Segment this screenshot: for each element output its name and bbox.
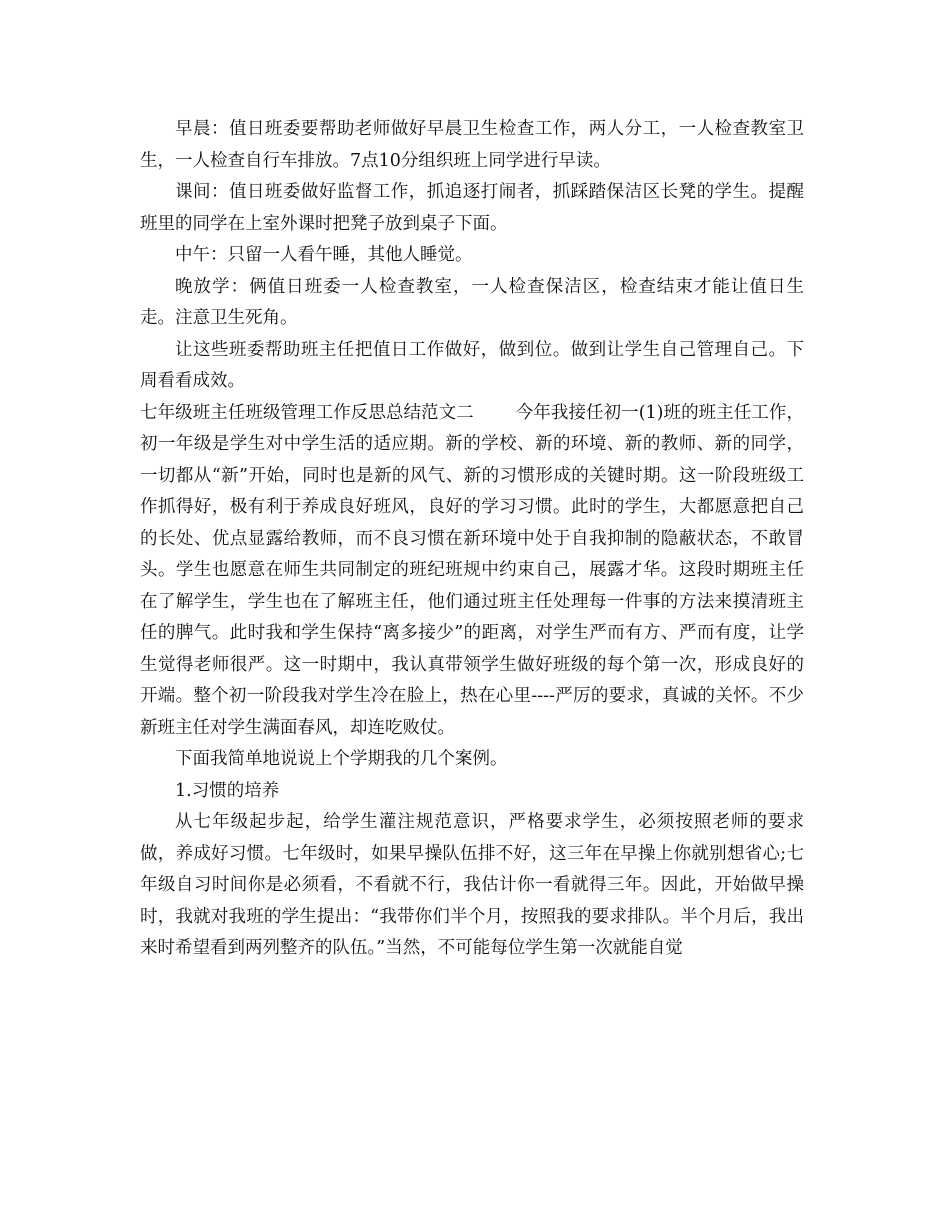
paragraph-cases-intro: 下面我简单地说说上个学期我的几个案例。 xyxy=(175,749,508,769)
paragraph-morning: 早晨：值日班委要帮助老师做好早晨卫生检查工作，两人分工，一人检查教室卫生，一人检查自行车排放。7点10分组织班上同学进行早读。 xyxy=(140,119,804,171)
section-body: 今年我接任初一(1)班的班主任工作，初一年级是学生对中学生活的适应期。新的学校、新的环境、新的教师、新的同学，一切都从“新”开始，同时也是新的风气、新的习惯形成的关键时期。这一阶段班级工作抓得好，极有利于养成良好班风，良好的学习习惯。此时的学生，大都愿意把自己的长处、优点显露给教师，而不良习惯在新环境中处于自我抑制的隐蔽状态，不敢冒头。学生也愿意在师生共同制定的班纪班规中约束自己，展露才华。这段时期班主任在了解学生，学生也在了解班主任，他们通过班主任处理每一件事的方法来摸清班主任的脾气。此时我和学生保持“离多接少”的距离，对学生严而有方、严而有度，让学生觉得老师很严。这一时期中，我认真带领学生做好班级的每个第一次，形成良好的开端。整个初一阶段我对学生冷在脸上，热在心里----严厉的要求，真诚的关怀。不少新班主任对学生满面春风，却连吃败仗。 xyxy=(140,402,804,738)
paragraph-habit-body: 从七年级起步起，给学生灌注规范意识，严格要求学生，必须按照老师的要求做，养成好习惯。七年级时，如果早操队伍排不好，这三年在早操上你就别想省心;七年级自习时间你是必须看，不看就不行，我估计你一看就得三年。因此，开始做早操时，我就对我班的学生提出：“我带你们半个月，按照我的要求排队。半个月后，我出来时希望看到两列整齐的队伍。”当然，不可能每位学生第一次就能自觉 xyxy=(140,812,804,958)
paragraph-summary: 让这些班委帮助班主任把值日工作做好，做到位。做到让学生自己管理自己。下周看看成效。 xyxy=(140,339,804,391)
paragraph-break-time: 课间：值日班委做好监督工作，抓追逐打闹者，抓踩踏保洁区长凳的学生。提醒班里的同学在上室外课时把凳子放到桌子下面。 xyxy=(140,182,804,234)
section-title: 七年级班主任班级管理工作反思总结范文二 xyxy=(140,402,474,423)
paragraph-evening: 晚放学：俩值日班委一人检查教室，一人检查保洁区，检查结束才能让值日生走。注意卫生死角。 xyxy=(140,276,804,328)
section-paragraph xyxy=(140,398,804,745)
subheading-habit: 1.习惯的培养 xyxy=(175,780,280,801)
document-page xyxy=(140,114,804,965)
paragraph-noon: 中午：只留一人看午睡，其他人睡觉。 xyxy=(175,245,473,265)
